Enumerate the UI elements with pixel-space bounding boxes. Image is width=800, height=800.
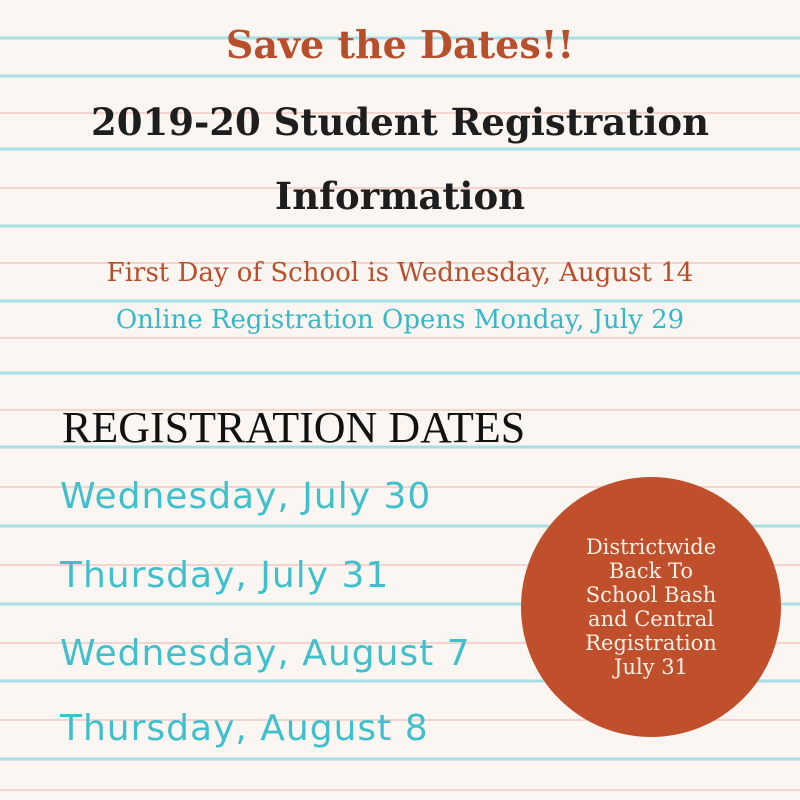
registration-date: Thursday, August 8: [60, 708, 429, 749]
back-to-school-bash-badge: [521, 477, 781, 737]
registration-date: Wednesday, July 30: [60, 476, 432, 517]
save-the-dates-heading: Save the Dates!!: [225, 22, 575, 67]
badge-line: and Central: [588, 607, 714, 631]
page-title-line-1: 2019-20 Student Registration: [90, 100, 710, 144]
registration-date: Thursday, July 31: [60, 555, 390, 596]
badge-line: School Bash: [585, 583, 717, 607]
badge-line: Registration: [585, 631, 717, 655]
page-title-line-2: Information: [274, 174, 526, 218]
online-registration-opens: Online Registration Opens Monday, July 29: [115, 305, 685, 335]
badge-line: Back To: [608, 559, 694, 583]
registration-dates-heading: REGISTRATION DATES: [62, 403, 526, 452]
badge-line: July 31: [614, 655, 688, 679]
first-day-of-school: First Day of School is Wednesday, August 14: [106, 258, 694, 288]
badge-line: Districtwide: [585, 535, 717, 559]
registration-date: Wednesday, August 7: [60, 633, 471, 674]
badge-text: [566, 535, 736, 679]
